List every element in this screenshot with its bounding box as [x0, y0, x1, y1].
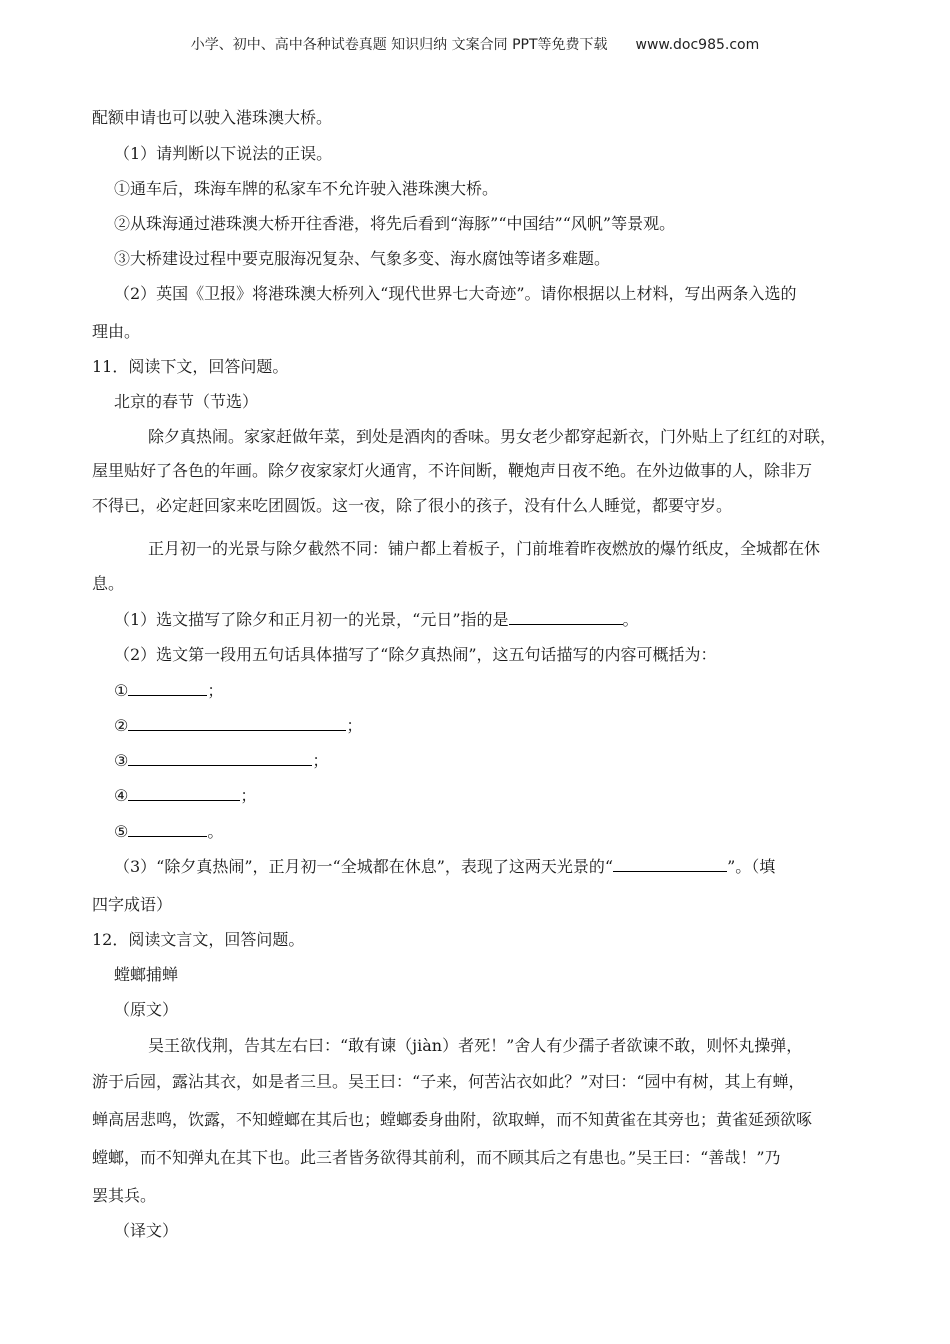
- q11-para1-line1: 除夕真热闹。家家赶做年菜，到处是酒肉的香味。男女老少都穿起新衣，门外贴上了红红的对联，: [148, 427, 837, 446]
- item-number: ①: [114, 681, 129, 700]
- q10-sub2: （2）英国《卫报》将港珠澳大桥列入“现代世界七大奇迹”。请你根据以上材料，写出两条入选的: [114, 284, 797, 303]
- q12-original-label: （原文）: [114, 1000, 179, 1019]
- item-punct: ；: [346, 716, 363, 735]
- q11-question-1: [114, 608, 639, 632]
- q10-statement-1: ①通车后，珠海车牌的私家车不允许驶入港珠澳大桥。: [114, 179, 499, 198]
- q11-answer-item: [114, 784, 256, 808]
- q11-answer-item: [114, 749, 328, 773]
- answer-blank[interactable]: [128, 714, 346, 731]
- q11-q1-text: （1）选文描写了除夕和正月初一的光景，“元日”指的是: [114, 610, 509, 629]
- q11-stem: 11．阅读下文，回答问题。: [92, 357, 289, 376]
- answer-blank[interactable]: [128, 749, 312, 766]
- header-text: 小学、初中、高中各种试卷真题 知识归纳 文案合同 PPT等免费下载: [190, 37, 608, 53]
- q11-para2-line2: 息。: [92, 574, 125, 593]
- q11-q3-end: ”。（填: [727, 857, 776, 876]
- q11-question-3-cont: 四字成语）: [92, 895, 173, 914]
- q11-para1-line3: 不得已，必定赶回家来吃团圆饭。这一夜，除了很小的孩子，没有什么人睡觉，都要守岁。: [92, 496, 733, 515]
- q11-q3-text: （3）“除夕真热闹”，正月初一“全城都在休息”，表现了这两天光景的“: [114, 857, 614, 876]
- q12-title: 螳螂捕蝉: [114, 965, 179, 984]
- q12-stem: 12．阅读文言文，回答问题。: [92, 930, 305, 949]
- q11-answer-item: [114, 679, 223, 703]
- q11-question-2: （2）选文第一段用五句话具体描写了“除夕真热闹”，这五句话描写的内容可概括为：: [114, 645, 717, 664]
- q10-sub1: （1）请判断以下说法的正误。: [114, 144, 333, 163]
- item-number: ⑤: [114, 822, 129, 841]
- q12-text-line3: 蝉高居悲鸣，饮露，不知螳螂在其后也；螳螂委身曲附，欲取蝉，而不知黄雀在其旁也；黄雀延颈欲啄: [92, 1110, 813, 1129]
- page-header: [0, 34, 950, 54]
- q12-text-line4: 螳螂，而不知弹丸在其下也。此三者皆务欲得其前利，而不顾其后之有患也。”吴王曰：“善哉！”乃: [92, 1148, 781, 1167]
- item-number: ②: [114, 716, 129, 735]
- q12-text-line2: 游于后园，露沾其衣，如是者三旦。吴王曰：“子来，何苦沾衣如此？”对曰：“园中有树，其上有蝉，: [92, 1072, 805, 1091]
- item-punct: ；: [207, 681, 224, 700]
- q11-answer-item: [114, 714, 362, 738]
- item-number: ④: [114, 786, 129, 805]
- item-punct: 。: [207, 822, 224, 841]
- q10-statement-3: ③大桥建设过程中要克服海况复杂、气象多变、海水腐蚀等诸多难题。: [114, 249, 611, 268]
- q11-question-3: [114, 855, 775, 879]
- q11-answer-item: [114, 820, 223, 844]
- q11-para2-line1: 正月初一的光景与除夕截然不同：铺户都上着板子，门前堆着昨夜燃放的爆竹纸皮，全城都在休: [148, 539, 821, 558]
- q12-text-line1: 吴王欲伐荆，告其左右曰：“敢有谏（jiàn）者死！”舍人有少孺子者欲谏不敢，则怀丸操弹，: [148, 1036, 803, 1055]
- item-number: ③: [114, 751, 129, 770]
- answer-blank[interactable]: [613, 855, 727, 872]
- answer-blank[interactable]: [128, 820, 207, 837]
- q11-q1-end: 。: [622, 610, 639, 629]
- q11-para1-line2: 屋里贴好了各色的年画。除夕夜家家灯火通宵，不许间断，鞭炮声日夜不绝。在外边做事的人，除非万: [92, 461, 813, 480]
- q12-text-line5: 罢其兵。: [92, 1186, 157, 1205]
- item-punct: ；: [240, 786, 257, 805]
- q10-paragraph-end: 配额申请也可以驶入港珠澳大桥。: [92, 108, 333, 127]
- answer-blank[interactable]: [128, 784, 240, 801]
- item-punct: ；: [312, 751, 329, 770]
- q10-statement-2: ②从珠海通过港珠澳大桥开往香港，将先后看到“海豚”“中国结”“风帆”等景观。: [114, 214, 676, 233]
- answer-blank[interactable]: [509, 608, 623, 625]
- q12-translation-label: （译文）: [114, 1221, 179, 1240]
- q10-sub2-cont: 理由。: [92, 322, 141, 341]
- answer-blank[interactable]: [128, 679, 207, 696]
- q11-title: 北京的春节（节选）: [114, 392, 259, 411]
- header-site-link[interactable]: www.doc985.com: [635, 37, 760, 53]
